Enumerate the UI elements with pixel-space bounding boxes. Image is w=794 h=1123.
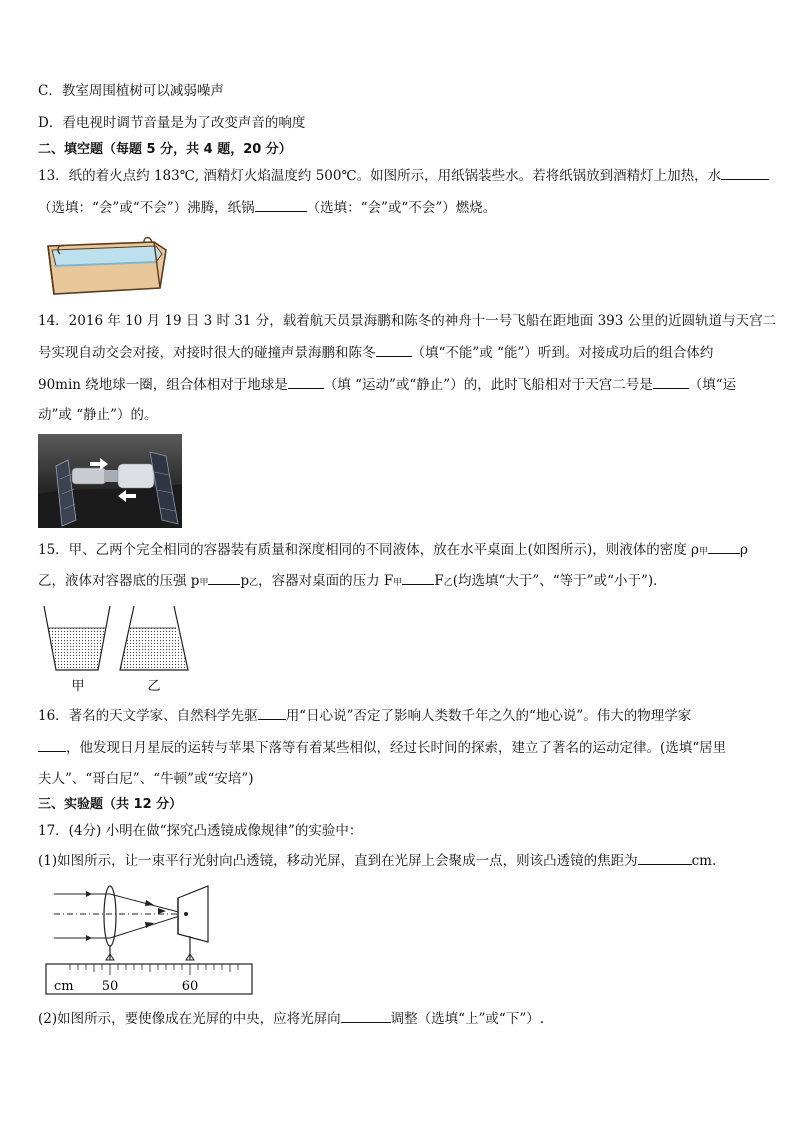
q14-blank-1[interactable] <box>376 344 412 357</box>
q16-text-1b: 用“日心说”否定了影响人类数千年之久的“地心说”。伟大的物理学家 <box>285 708 692 724</box>
q13-blank-2[interactable] <box>255 199 307 212</box>
q17-text-1b: cm. <box>691 853 717 869</box>
q15-sub-jia-2: 甲 <box>199 578 209 588</box>
q16-line2 <box>38 739 726 757</box>
q13-line1 <box>38 167 769 185</box>
bench-unit-label: cm <box>54 979 74 994</box>
q13-blank-1[interactable] <box>721 167 769 180</box>
q14-text-3a: 90min 绕地球一圈，组合体相对于地球是 <box>38 377 288 393</box>
section-title-fill-in: 二、填空题（每题 5 分，共 4 题，20 分） <box>38 142 292 157</box>
q13-line2 <box>38 199 496 217</box>
q16-text-1a: 16．著名的天文学家、自然科学先驱 <box>38 708 258 724</box>
q15-text-2b: p <box>240 573 250 589</box>
q16-line1 <box>38 707 691 725</box>
q15-text-2d: F <box>434 573 444 589</box>
bench-tick-60: 60 <box>181 979 199 994</box>
container-label-yi: 乙 <box>147 679 161 694</box>
q17-text-1a: (1)如图所示，让一束平行光射向凸透镜，移动光屏，直到在光屏上会聚成一点，则该凸透镜的焦距为 <box>38 853 638 869</box>
q16-text-2b: ，他发现日月星辰的运转与苹果下落等有着某些相似，经过长时间的探索，建立了著名的运动定律。(选填“居里 <box>66 740 727 756</box>
q15-text-1a: 15．甲、乙两个完全相同的容器装有质量和深度相同的不同液体，放在水平桌面上(如图所示)，则液体的密度 ρ <box>38 542 699 558</box>
q17-stem: 17．(4分) 小明在做“探究凸透镜成像规律”的实验中： <box>38 823 363 839</box>
option-d: D．看电视时调节音量是为了改变声音的响度 <box>38 115 306 131</box>
q14-line3 <box>38 376 736 394</box>
q17-part1 <box>38 852 716 870</box>
section-title-experiment: 三、实验题（共 12 分） <box>38 797 183 812</box>
q15-sub-yi-1: 乙 <box>249 578 259 588</box>
q15-sub-jia-3: 甲 <box>393 578 403 588</box>
q17-text-2a: (2)如图所示，要使像成在光屏的中央，应将光屏向 <box>38 1011 341 1027</box>
q14-text-2a: 号实现自动交会对接，对接时很大的碰撞声景海鹏和陈冬 <box>38 345 376 361</box>
q14-line2 <box>38 344 713 362</box>
q14-text-2b: （填“不能”或 “能”）听到。对接成功后的组合体约 <box>411 345 714 361</box>
q17-blank-direction[interactable] <box>341 1010 391 1023</box>
option-c: C．教室周围植树可以减弱噪声 <box>38 83 224 99</box>
q13-text-2a: （选填：“会”或“不会”）沸腾，纸锅 <box>38 200 255 216</box>
bench-tick-50: 50 <box>101 979 119 994</box>
q17-blank-focal[interactable] <box>638 852 692 865</box>
q15-sub-yi-2: 乙 <box>443 578 453 588</box>
container-label-jia: 甲 <box>71 679 85 694</box>
space-station-photo <box>38 434 182 528</box>
q13-text-1: 13．纸的着火点约 183℃, 酒精灯火焰温度约 500℃。如图所示，用纸锅装些水。若将纸锅放到酒精灯上加热，水 <box>38 168 722 184</box>
q15-text-1b: ρ <box>739 542 748 558</box>
q14-blank-2[interactable] <box>288 376 324 389</box>
q17-text-2b: 调整（选填“上”或“下”）. <box>390 1011 545 1027</box>
q15-line2 <box>38 572 667 592</box>
q15-sub-jia-1: 甲 <box>698 547 708 557</box>
containers-figure <box>42 600 202 696</box>
q15-text-2a: 乙，液体对容器底的压强 p <box>38 573 200 589</box>
paper-pot-figure <box>44 232 169 300</box>
q14-blank-3[interactable] <box>653 376 689 389</box>
optical-bench-figure <box>40 878 260 1000</box>
q14-text-3c: （填“运 <box>688 377 737 393</box>
q15-blank-density[interactable] <box>708 541 740 554</box>
q15-text-2e: (均选填“大于”、“等于”或“小于”)． <box>452 573 667 589</box>
q15-blank-force[interactable] <box>402 572 434 585</box>
q16-blank-1[interactable] <box>258 707 286 720</box>
q17-part2 <box>38 1010 544 1028</box>
q14-line1: 14．2016 年 10 月 19 日 3 时 31 分，载着航天员景海鹏和陈冬的神舟十一号飞船在距地面 393 公里的近圆轨道与天宫二 <box>38 313 777 329</box>
q16-line3: 夫人”、“哥白尼”、“牛顿”或“安培”) <box>38 771 254 787</box>
q13-text-2b: （选填：“会”或“不会”）燃烧。 <box>306 200 497 216</box>
q14-text-3b: （填 “运动”或“静止”）的，此时飞船相对于天宫二号是 <box>323 377 653 393</box>
q15-text-2c: ，容器对桌面的压力 F <box>258 573 394 589</box>
q16-blank-2[interactable] <box>38 739 66 752</box>
q15-line1 <box>38 541 748 561</box>
q14-line4: 动”或 “静止”）的。 <box>38 407 158 423</box>
q15-blank-pressure[interactable] <box>208 572 240 585</box>
